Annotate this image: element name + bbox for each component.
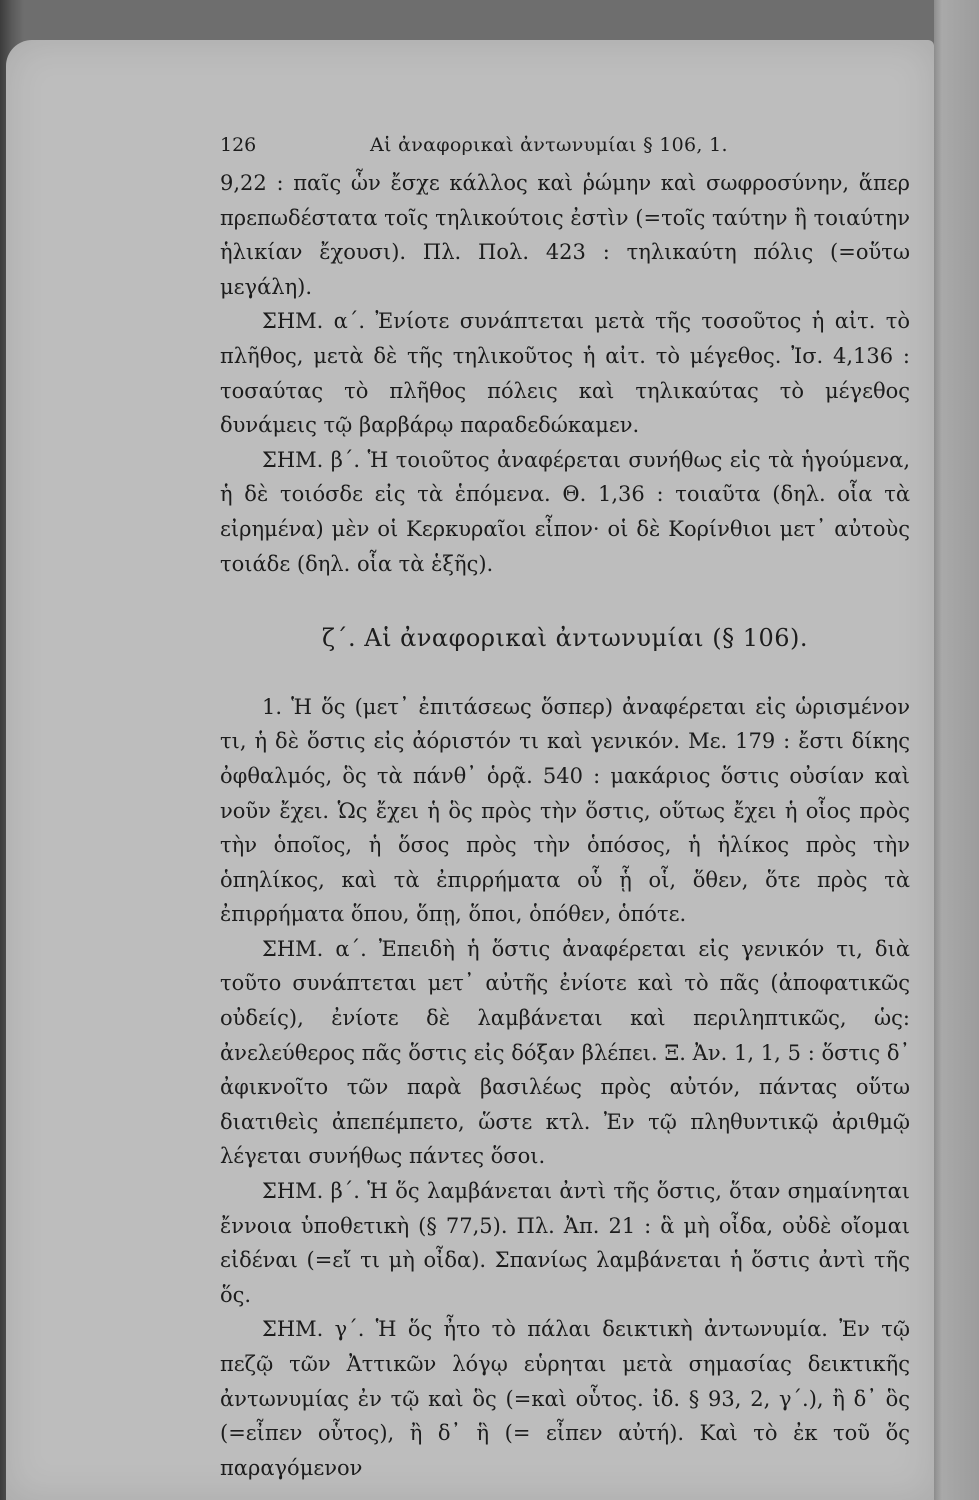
- paragraph-1: 1. Ἡ ὅς (μετ᾽ ἐπιτάσεως ὅσπερ) ἀναφέρεται εἰς ὡρισμένον τι, ἡ δὲ ὅστις εἰς ἀόριστόν τι καὶ γενικόν. Με. 179 : ἔστι δίκης ὀφθαλμός, ὃς τὰ πάνθ᾽ ὁρᾷ. 540 : μακάριος ὅστις οὐσίαν καὶ νοῦν ἔχει. Ὡς ἔχει ἡ ὃς πρὸς τὴν ὅστις, οὕτως ἔχει ἡ οἷος πρὸς τὴν ὁποῖος, ἡ ὅσος πρὸς τὴν ὁπόσος, ἡ ἡλίκος πρὸς τὴν ὁπηλίκος, καὶ τὰ ἐπιρρήματα οὗ ᾗ οἷ, ὅθεν, ὅτε πρὸς τὰ ἐπιρρήματα ὅπου, ὅπῃ, ὅποι, ὁπόθεν, ὁπότε.: [220, 694, 910, 927]
- running-title: Αἱ ἀναφορικαὶ ἀντωνυμίαι § 106, 1.: [370, 134, 728, 156]
- section-title: ζ΄. Αἱ ἀναφορικαὶ ἀντωνυμίαι (§ 106).: [321, 624, 809, 653]
- note-beta: ΣΗΜ. β΄. Ἡ ὅς λαμβάνεται ἀντὶ τῆς ὅστις, ὅταν σημαίνηται ἔννοια ὑποθετικὴ (§ 77,5). Πλ. Ἀπ. 21 : ἃ μὴ οἶδα, οὐδὲ οἴομαι εἰδέναι (=εἴ τι μὴ οἶδα). Σπανίως λαμβάνεται ἡ ὅστις ἀντὶ τῆς ὅς.: [220, 1179, 910, 1307]
- note-gamma: ΣΗΜ. γ΄. Ἡ ὅς ἦτο τὸ πάλαι δεικτικὴ ἀντωνυμία. Ἐν τῷ πεζῷ τῶν Ἀττικῶν λόγῳ εὑρηται μετὰ σημασίας δεικτικῆς ἀντωνυμίας ἐν τῷ καὶ ὃς (=καὶ οὗτος. ἰδ. § 93, 2, γ΄.), ἢ δ᾽ ὃς (=εἶπεν οὗτος), ἢ δ᾽ ἣ (= εἶπεν αὐτή). Καὶ τὸ ἐκ τοῦ ὅς παραγόμενον: [220, 1317, 910, 1480]
- page-content: [220, 128, 910, 1485]
- running-header: [220, 128, 910, 158]
- note-alpha-top: ΣΗΜ. α΄. Ἐνίοτε συνάπτεται μετὰ τῆς τοσοῦτος ἡ αἰτ. τὸ πλῆθος, μετὰ δὲ τῆς τηλικοῦτος ἡ αἰτ. τὸ μέγεθος. Ἰσ. 4,136 : τοσαύτας τὸ πλῆθος πόλεις καὶ τηλικαύτας τὸ μέγεθος δυνάμεις τῷ βαρβάρῳ παραδεδώκαμεν.: [220, 309, 910, 438]
- note-beta-top: ΣΗΜ. β΄. Ἡ τοιοῦτος ἀναφέρεται συνήθως εἰς τὰ ἡγούμενα, ἡ δὲ τοιόσδε εἰς τὰ ἑπόμενα. Θ. 1,36 : τοιαῦτα (δηλ. οἷα τὰ εἰρημένα) μὲν οἱ Κερκυραῖοι εἶπον· οἱ δὲ Κορίνθιοι μετ᾽ αὐτοὺς τοιάδε (δηλ. οἷα τὰ ἑξῆς).: [220, 447, 910, 576]
- note-alpha: ΣΗΜ. α΄. Ἐπειδὴ ἡ ὅστις ἀναφέρεται εἰς γενικόν τι, διὰ τοῦτο συνάπτεται μετ᾽ αὐτῆς ἐνίοτε καὶ τὸ πᾶς (ἀποφατικῶς οὐδείς), ἐνίοτε δὲ λαμβάνεται καὶ περιληπτικῶς, ὡς: ἀνελεύθερος πᾶς ὅστις εἰς δόξαν βλέπει. Ξ. Ἀν. 1, 1, 5 : ὅστις δ᾽ ἀφικνοῖτο τῶν παρὰ βασιλέως πρὸς αὐτόν, πάντας οὕτω διατιθεὶς ἀπεπέμπετο, ὥστε κτλ. Ἐν τῷ πληθυντικῷ ἀριθμῷ λέγεται συνήθως πάντες ὅσοι.: [220, 936, 910, 1169]
- paragraph-continuation: 9,22 : παῖς ὧν ἔσχε κάλλος καὶ ῥώμην καὶ σωφροσύνην, ἅπερ πρεπωδέστατα τοῖς τηλικούτοις ἐστὶν (=τοῖς ταύτην ἢ τοιαύτην ἡλικίαν ἔχουσι). Πλ. Πολ. 423 : τηλικαύτη πόλις (=οὕτω μεγάλη).: [220, 171, 910, 299]
- page-number: 126: [220, 134, 257, 156]
- adjacent-page-edge: [934, 0, 979, 1500]
